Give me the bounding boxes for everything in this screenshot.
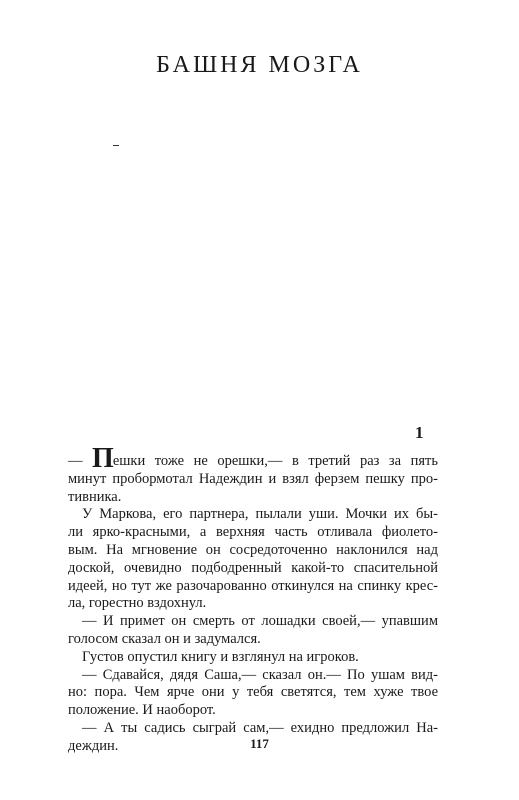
first-line	[68, 443, 438, 474]
text-line: тивника.	[68, 488, 122, 505]
text-line: — Сдавайся, дядя Саша,— сказал он.— По ушам вид-	[82, 666, 438, 683]
body-text	[68, 443, 438, 756]
text-line: идеей, но тут же разочарованно откинулся на спинку крес-	[68, 577, 438, 594]
text-line: голосом сказал он и задумался.	[68, 630, 261, 647]
text-line: У Маркова, его партнера, пылали уши. Мочки их бы-	[82, 506, 438, 523]
text-line: минут пробормотал Надеждин и взял ферзем пешку про-	[68, 470, 438, 487]
text-line: доской, очевидно подбодренный какой-то спасительной	[68, 559, 438, 576]
chapter-title: БАШНЯ МОЗГА	[156, 52, 363, 78]
stray-mark	[113, 145, 119, 146]
text-line: вым. На мгновение он сосредоточенно наклонился над	[68, 541, 438, 558]
text-line: — И примет он смерть от лошадки своей,— упавшим	[82, 613, 438, 630]
text-line: деждин.	[68, 737, 119, 754]
text-line: Густов опустил книгу и взглянул на игроков.	[82, 648, 359, 665]
drop-cap: П	[92, 443, 113, 474]
text-line: ла, горестно вздохнул.	[68, 595, 207, 612]
page-number: 117	[250, 736, 269, 751]
chapter-number: 1	[415, 423, 424, 442]
text-line: ли ярко-красными, а верхняя часть отливала фиолето-	[68, 524, 438, 541]
text-line: — А ты садись сыграй сам,— ехидно предложил На-	[82, 719, 438, 736]
text-line: положение. И наоборот.	[68, 702, 216, 719]
text-lines	[68, 471, 438, 756]
text-line: но: пора. Чем ярче они у тебя светятся, тем хуже твое	[68, 684, 438, 701]
first-line-rest: ешки тоже не орешки,— в третий раз за пять	[112, 453, 438, 469]
first-line-dash: —	[68, 453, 93, 469]
